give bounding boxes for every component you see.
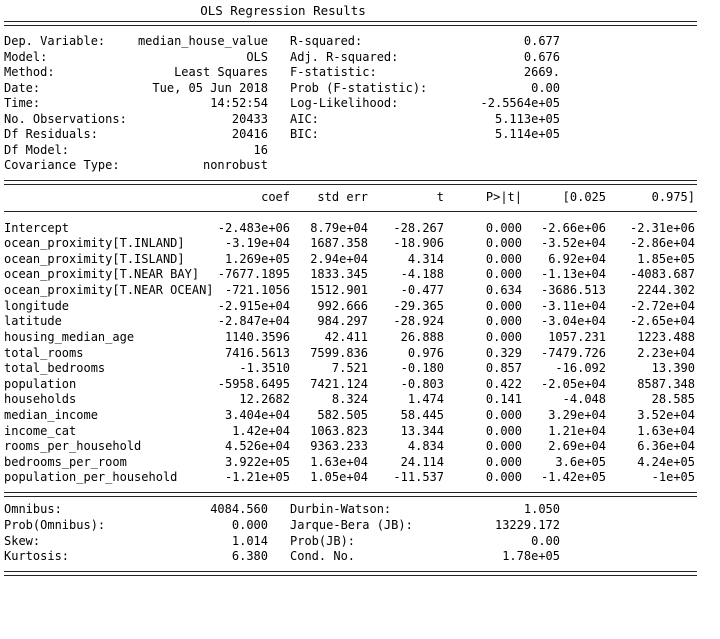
diagnostic-row bbox=[0, 502, 720, 517]
summary-row bbox=[0, 158, 720, 173]
header-t: t bbox=[436, 190, 444, 204]
t-value: -18.906 bbox=[393, 236, 444, 250]
summary-right-label: R-squared: bbox=[290, 34, 363, 48]
diagnostic-left-label: Skew: bbox=[4, 534, 41, 548]
coef-value: -2.915e+04 bbox=[217, 299, 290, 313]
p-value: 0.329 bbox=[485, 346, 522, 360]
t-value: 13.344 bbox=[400, 424, 444, 438]
t-value: -4.188 bbox=[400, 267, 444, 281]
std-err-value: 8.79e+04 bbox=[310, 221, 368, 235]
t-value: 58.445 bbox=[400, 408, 444, 422]
ci-high-value: -4083.687 bbox=[629, 267, 695, 281]
diagnostic-right-value: 1.050 bbox=[523, 502, 560, 516]
p-value: 0.634 bbox=[485, 283, 522, 297]
ci-high-value: 8587.348 bbox=[637, 377, 695, 391]
summary-right-label: Adj. R-squared: bbox=[290, 50, 399, 64]
coef-row bbox=[0, 299, 720, 314]
ci-low-value: 2.69e+04 bbox=[548, 439, 606, 453]
ci-low-value: -3.04e+04 bbox=[540, 314, 606, 328]
std-err-value: 7599.836 bbox=[310, 346, 368, 360]
summary-left-value: median_house_value bbox=[137, 34, 268, 48]
summary-right-value: 2669. bbox=[523, 65, 560, 79]
summary-left-label: Model: bbox=[4, 50, 48, 64]
t-value: 24.114 bbox=[400, 455, 444, 469]
p-value: 0.000 bbox=[485, 267, 522, 281]
coef-value: -1.3510 bbox=[239, 361, 290, 375]
summary-right-value: -2.5564e+05 bbox=[480, 96, 560, 110]
summary-left-label: Df Residuals: bbox=[4, 127, 98, 141]
coef-value: -1.21e+05 bbox=[224, 470, 290, 484]
t-value: 1.474 bbox=[407, 392, 444, 406]
ci-high-value: 13.390 bbox=[651, 361, 695, 375]
std-err-value: 1063.823 bbox=[310, 424, 368, 438]
ci-low-value: -1.13e+04 bbox=[540, 267, 606, 281]
std-err-value: 2.94e+04 bbox=[310, 252, 368, 266]
coef-value: -2.847e+04 bbox=[217, 314, 290, 328]
summary-right-label: AIC: bbox=[290, 112, 319, 126]
diagnostic-left-label: Omnibus: bbox=[4, 502, 62, 516]
summary-left-label: Dep. Variable: bbox=[4, 34, 106, 48]
summary-left-label: No. Observations: bbox=[4, 112, 127, 126]
single-rule bbox=[4, 211, 697, 212]
std-err-value: 1512.901 bbox=[310, 283, 368, 297]
diagnostic-right-label: Prob(JB): bbox=[290, 534, 356, 548]
diagnostic-right-value: 13229.172 bbox=[494, 518, 560, 532]
diagnostic-right-value: 0.00 bbox=[531, 534, 560, 548]
summary-left-value: OLS bbox=[246, 50, 268, 64]
double-rule-bottom bbox=[4, 571, 697, 576]
summary-left-value: 20416 bbox=[231, 127, 268, 141]
coef-value: -3.19e+04 bbox=[224, 236, 290, 250]
ci-low-value: 3.29e+04 bbox=[548, 408, 606, 422]
diagnostic-row bbox=[0, 534, 720, 549]
summary-left-label: Time: bbox=[4, 96, 41, 110]
variable-name: ocean_proximity[T.NEAR BAY] bbox=[4, 267, 200, 281]
p-value: 0.422 bbox=[485, 377, 522, 391]
variable-name: bedrooms_per_room bbox=[4, 455, 127, 469]
ci-low-value: -7479.726 bbox=[540, 346, 606, 360]
ci-high-value: 4.24e+05 bbox=[637, 455, 695, 469]
t-value: -0.477 bbox=[400, 283, 444, 297]
std-err-value: 8.324 bbox=[331, 392, 368, 406]
header-ci-high: 0.975] bbox=[651, 190, 695, 204]
diagnostic-right-value: 1.78e+05 bbox=[502, 549, 560, 563]
diagnostic-right-label: Jarque-Bera (JB): bbox=[290, 518, 413, 532]
p-value: 0.000 bbox=[485, 314, 522, 328]
coef-row bbox=[0, 392, 720, 407]
coef-row bbox=[0, 424, 720, 439]
double-rule-mid bbox=[4, 180, 697, 185]
coef-row bbox=[0, 314, 720, 329]
diagnostic-left-label: Prob(Omnibus): bbox=[4, 518, 106, 532]
coef-row bbox=[0, 377, 720, 392]
summary-left-value: 20433 bbox=[231, 112, 268, 126]
double-rule-lower bbox=[4, 492, 697, 497]
coef-value: -2.483e+06 bbox=[217, 221, 290, 235]
std-err-value: 7421.124 bbox=[310, 377, 368, 391]
coef-row bbox=[0, 252, 720, 267]
summary-row bbox=[0, 112, 720, 127]
ci-low-value: -2.66e+06 bbox=[540, 221, 606, 235]
p-value: 0.000 bbox=[485, 252, 522, 266]
summary-row bbox=[0, 50, 720, 65]
variable-name: latitude bbox=[4, 314, 62, 328]
summary-left-label: Method: bbox=[4, 65, 55, 79]
header-ci-low: [0.025 bbox=[562, 190, 606, 204]
diagnostic-left-label: Kurtosis: bbox=[4, 549, 70, 563]
std-err-value: 7.521 bbox=[331, 361, 368, 375]
ci-high-value: 28.585 bbox=[651, 392, 695, 406]
coef-header-row bbox=[0, 190, 720, 205]
p-value: 0.000 bbox=[485, 221, 522, 235]
summary-row bbox=[0, 96, 720, 111]
diagnostic-row bbox=[0, 549, 720, 564]
ci-high-value: 6.36e+04 bbox=[637, 439, 695, 453]
t-value: -28.924 bbox=[393, 314, 444, 328]
summary-right-value: 0.677 bbox=[523, 34, 560, 48]
summary-row bbox=[0, 81, 720, 96]
p-value: 0.141 bbox=[485, 392, 522, 406]
std-err-value: 1833.345 bbox=[310, 267, 368, 281]
p-value: 0.000 bbox=[485, 299, 522, 313]
ci-low-value: 1057.231 bbox=[548, 330, 606, 344]
ci-high-value: 2.23e+04 bbox=[637, 346, 695, 360]
coef-value: 1140.3596 bbox=[224, 330, 290, 344]
t-value: -28.267 bbox=[393, 221, 444, 235]
summary-left-value: 16 bbox=[253, 143, 268, 157]
t-value: -29.365 bbox=[393, 299, 444, 313]
p-value: 0.000 bbox=[485, 330, 522, 344]
std-err-value: 9363.233 bbox=[310, 439, 368, 453]
coef-row bbox=[0, 470, 720, 485]
variable-name: ocean_proximity[T.INLAND] bbox=[4, 236, 185, 250]
summary-left-value: Tue, 05 Jun 2018 bbox=[152, 81, 268, 95]
diagnostic-left-value: 4084.560 bbox=[210, 502, 268, 516]
t-value: -0.180 bbox=[400, 361, 444, 375]
ci-low-value: 1.21e+04 bbox=[548, 424, 606, 438]
ci-low-value: 6.92e+04 bbox=[548, 252, 606, 266]
std-err-value: 582.505 bbox=[317, 408, 368, 422]
coef-value: 12.2682 bbox=[239, 392, 290, 406]
p-value: 0.000 bbox=[485, 470, 522, 484]
summary-right-label: Prob (F-statistic): bbox=[290, 81, 428, 95]
ci-high-value: -2.72e+04 bbox=[629, 299, 695, 313]
t-value: 0.976 bbox=[407, 346, 444, 360]
variable-name: ocean_proximity[T.ISLAND] bbox=[4, 252, 185, 266]
p-value: 0.857 bbox=[485, 361, 522, 375]
summary-right-label: BIC: bbox=[290, 127, 319, 141]
variable-name: rooms_per_household bbox=[4, 439, 142, 453]
coef-value: 4.526e+04 bbox=[224, 439, 290, 453]
ci-high-value: -1e+05 bbox=[651, 470, 695, 484]
variable-name: total_bedrooms bbox=[4, 361, 106, 375]
coef-row bbox=[0, 236, 720, 251]
double-rule-top bbox=[4, 21, 697, 26]
diagnostic-left-value: 6.380 bbox=[231, 549, 268, 563]
p-value: 0.000 bbox=[485, 408, 522, 422]
summary-row bbox=[0, 127, 720, 142]
summary-right-value: 0.676 bbox=[523, 50, 560, 64]
std-err-value: 1.63e+04 bbox=[310, 455, 368, 469]
variable-name: households bbox=[4, 392, 77, 406]
variable-name: ocean_proximity[T.NEAR OCEAN] bbox=[4, 283, 214, 297]
ci-low-value: -1.42e+05 bbox=[540, 470, 606, 484]
ci-low-value: -4.048 bbox=[562, 392, 606, 406]
ci-high-value: 1.85e+05 bbox=[637, 252, 695, 266]
variable-name: population_per_household bbox=[4, 470, 178, 484]
summary-left-value: nonrobust bbox=[202, 158, 268, 172]
header-p-value: P>|t| bbox=[485, 190, 522, 204]
std-err-value: 42.411 bbox=[324, 330, 368, 344]
summary-left-label: Date: bbox=[4, 81, 41, 95]
coef-row bbox=[0, 221, 720, 236]
p-value: 0.000 bbox=[485, 455, 522, 469]
std-err-value: 984.297 bbox=[317, 314, 368, 328]
coef-row bbox=[0, 361, 720, 376]
ci-high-value: 1.63e+04 bbox=[637, 424, 695, 438]
variable-name: housing_median_age bbox=[4, 330, 135, 344]
std-err-value: 992.666 bbox=[317, 299, 368, 313]
summary-left-label: Df Model: bbox=[4, 143, 70, 157]
summary-right-value: 5.114e+05 bbox=[494, 127, 560, 141]
summary-left-value: 14:52:54 bbox=[210, 96, 268, 110]
variable-name: total_rooms bbox=[4, 346, 84, 360]
report-title: OLS Regression Results bbox=[200, 3, 366, 18]
diagnostic-right-label: Durbin-Watson: bbox=[290, 502, 392, 516]
diagnostic-left-value: 0.000 bbox=[231, 518, 268, 532]
p-value: 0.000 bbox=[485, 424, 522, 438]
ci-high-value: -2.31e+06 bbox=[629, 221, 695, 235]
coef-value: -7677.1895 bbox=[217, 267, 290, 281]
header-coef: coef bbox=[261, 190, 290, 204]
coef-row bbox=[0, 439, 720, 454]
t-value: -11.537 bbox=[393, 470, 444, 484]
diagnostic-left-value: 1.014 bbox=[231, 534, 268, 548]
coef-row bbox=[0, 283, 720, 298]
coef-row bbox=[0, 267, 720, 282]
t-value: 4.834 bbox=[407, 439, 444, 453]
summary-right-value: 5.113e+05 bbox=[494, 112, 560, 126]
summary-left-value: Least Squares bbox=[174, 65, 268, 79]
coef-value: 1.42e+04 bbox=[232, 424, 290, 438]
coef-value: 1.269e+05 bbox=[224, 252, 290, 266]
coef-value: -5958.6495 bbox=[217, 377, 290, 391]
ci-low-value: -16.092 bbox=[555, 361, 606, 375]
diagnostic-right-label: Cond. No. bbox=[290, 549, 356, 563]
coef-row bbox=[0, 330, 720, 345]
summary-row bbox=[0, 34, 720, 49]
coef-row bbox=[0, 455, 720, 470]
summary-row bbox=[0, 143, 720, 158]
variable-name: Intercept bbox=[4, 221, 70, 235]
summary-right-label: Log-Likelihood: bbox=[290, 96, 399, 110]
ci-low-value: -3.11e+04 bbox=[540, 299, 606, 313]
variable-name: median_income bbox=[4, 408, 98, 422]
variable-name: income_cat bbox=[4, 424, 77, 438]
ci-low-value: 3.6e+05 bbox=[555, 455, 606, 469]
variable-name: population bbox=[4, 377, 77, 391]
coef-value: 3.404e+04 bbox=[224, 408, 290, 422]
std-err-value: 1687.358 bbox=[310, 236, 368, 250]
variable-name: longitude bbox=[4, 299, 70, 313]
summary-left-label: Covariance Type: bbox=[4, 158, 120, 172]
summary-right-value: 0.00 bbox=[531, 81, 560, 95]
coef-value: 7416.5613 bbox=[224, 346, 290, 360]
ci-low-value: -3686.513 bbox=[540, 283, 606, 297]
p-value: 0.000 bbox=[485, 439, 522, 453]
coef-value: 3.922e+05 bbox=[224, 455, 290, 469]
coef-row bbox=[0, 408, 720, 423]
ci-high-value: -2.86e+04 bbox=[629, 236, 695, 250]
t-value: -0.803 bbox=[400, 377, 444, 391]
std-err-value: 1.05e+04 bbox=[310, 470, 368, 484]
summary-right-label: F-statistic: bbox=[290, 65, 377, 79]
header-std-err: std err bbox=[317, 190, 368, 204]
t-value: 4.314 bbox=[407, 252, 444, 266]
ci-high-value: 1223.488 bbox=[637, 330, 695, 344]
ci-high-value: -2.65e+04 bbox=[629, 314, 695, 328]
coef-row bbox=[0, 346, 720, 361]
p-value: 0.000 bbox=[485, 236, 522, 250]
ci-low-value: -2.05e+04 bbox=[540, 377, 606, 391]
ci-high-value: 2244.302 bbox=[637, 283, 695, 297]
t-value: 26.888 bbox=[400, 330, 444, 344]
coef-value: -721.1056 bbox=[224, 283, 290, 297]
ci-high-value: 3.52e+04 bbox=[637, 408, 695, 422]
summary-row bbox=[0, 65, 720, 80]
ci-low-value: -3.52e+04 bbox=[540, 236, 606, 250]
diagnostic-row bbox=[0, 518, 720, 533]
